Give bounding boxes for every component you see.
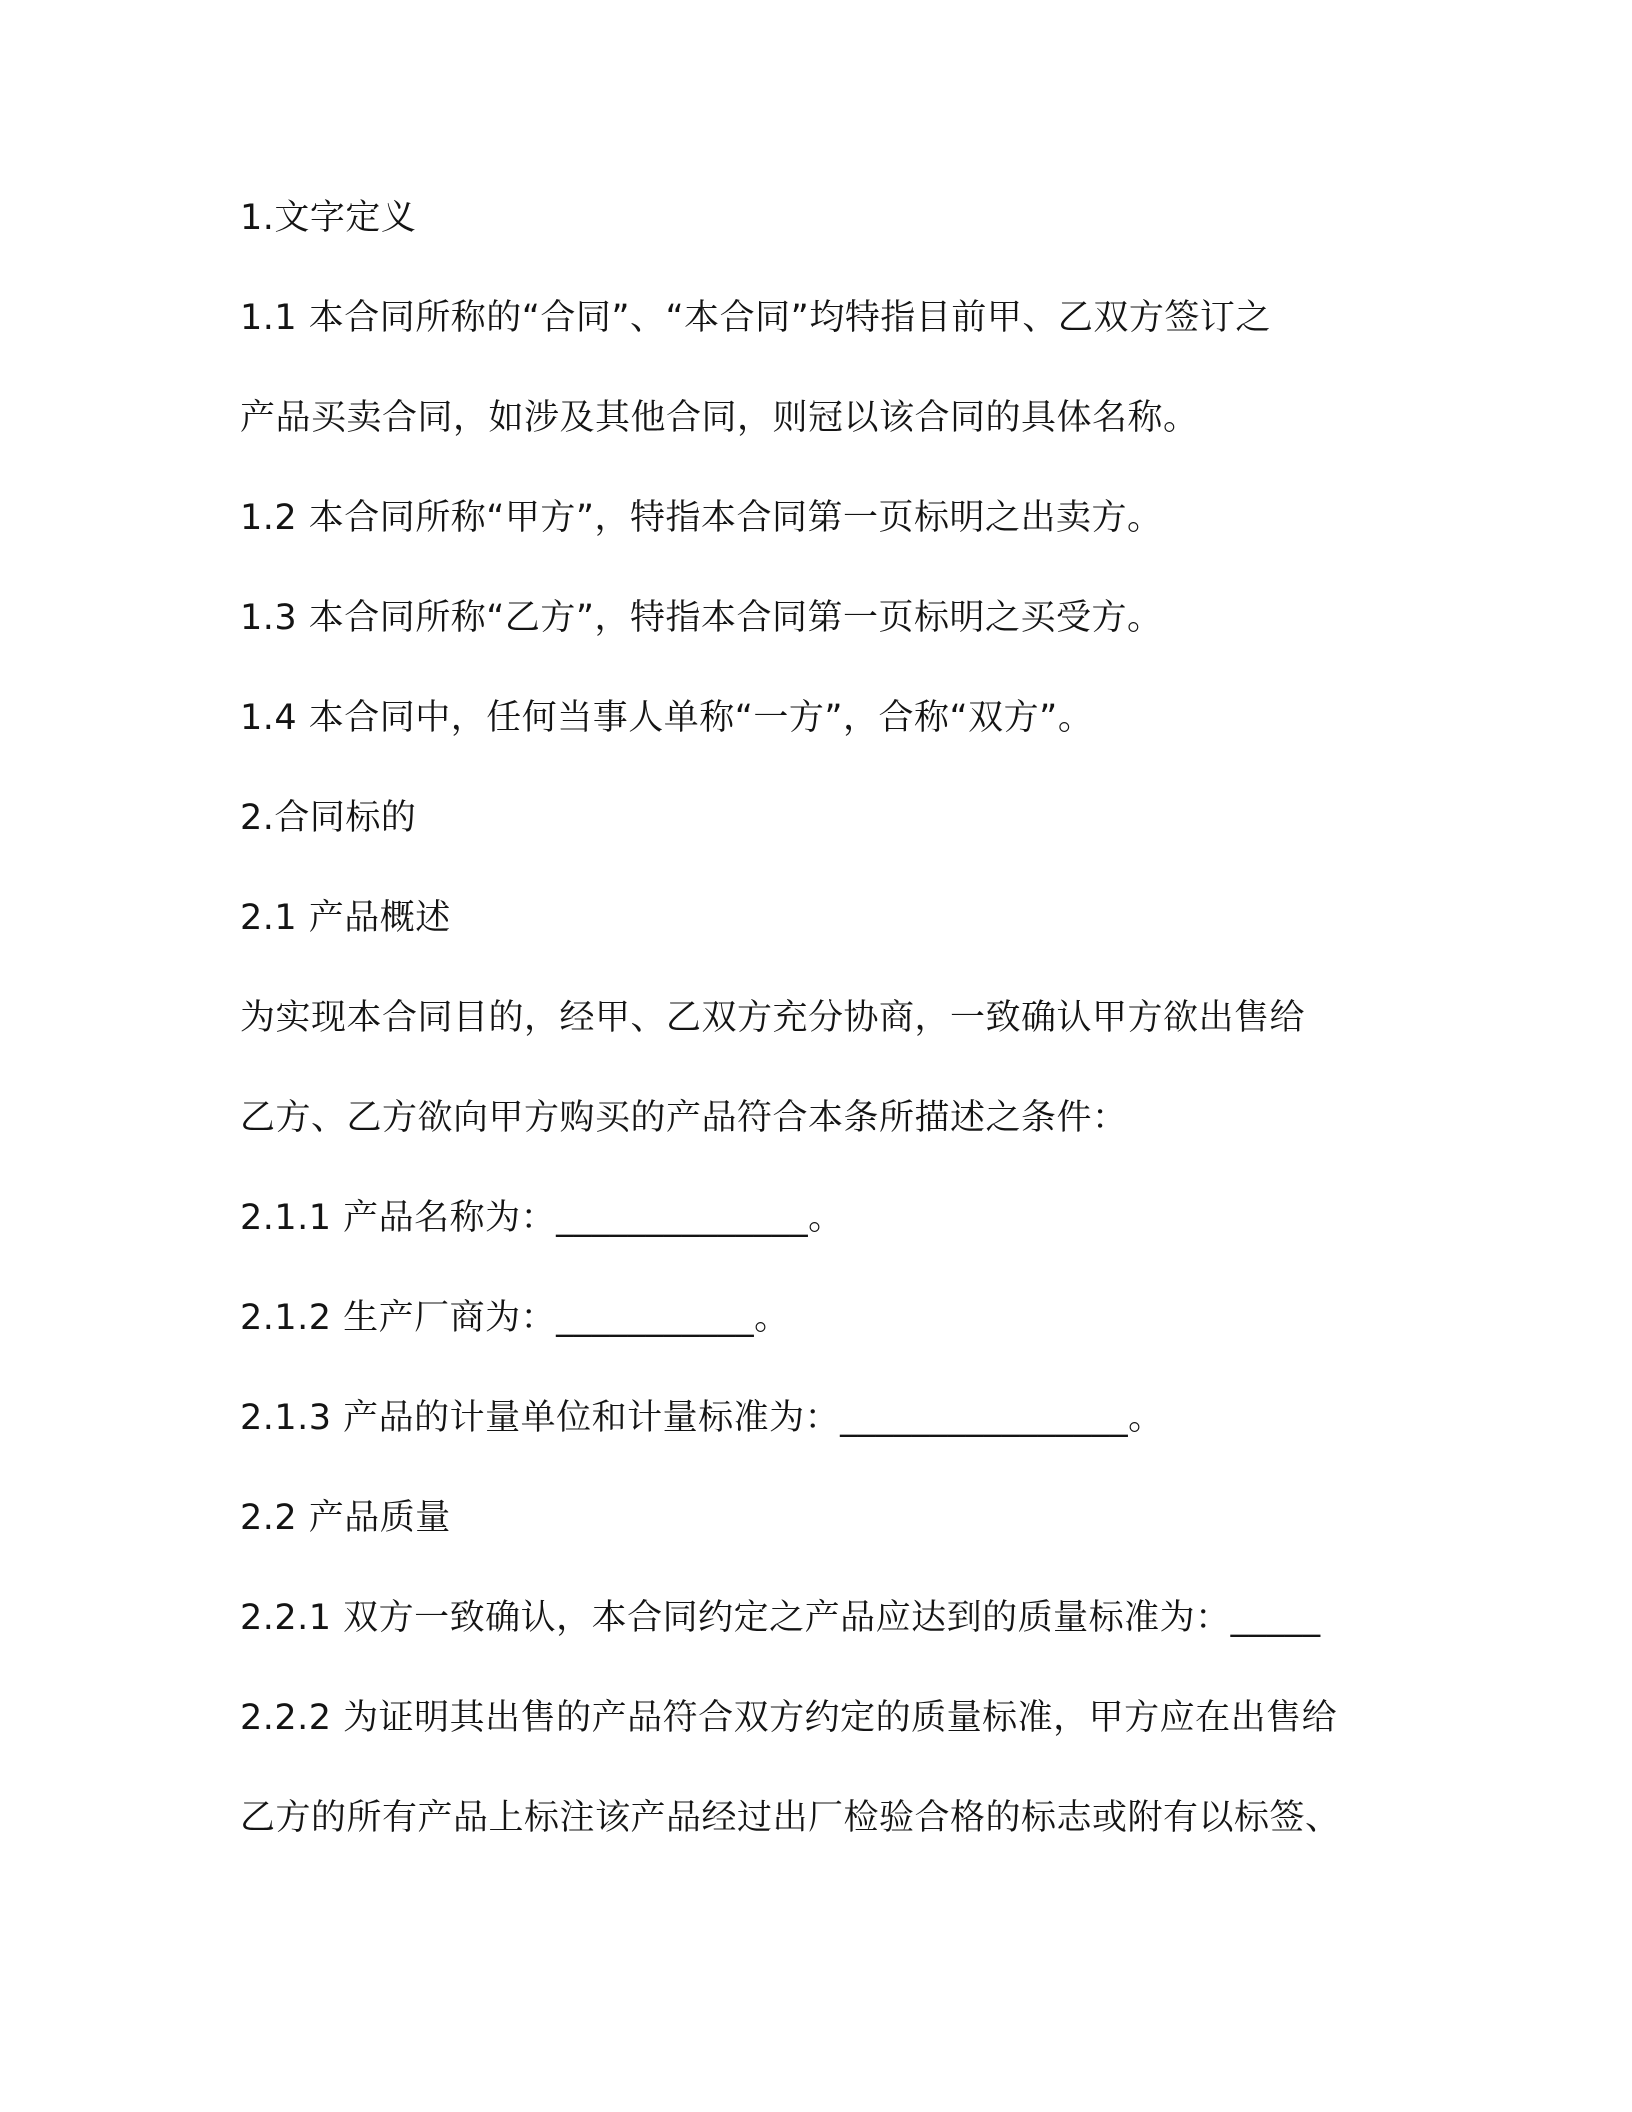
paragraph-line: 1.4 本合同中，任何当事人单称“一方”，合称“双方”。 bbox=[240, 698, 1094, 738]
subsection-heading: 2.1 产品概述 bbox=[240, 898, 451, 938]
paragraph-line: 乙方的所有产品上标注该产品经过出厂检验合格的标志或附有以标签、 bbox=[240, 1798, 1341, 1838]
paragraph-line: 乙方、乙方欲向甲方购买的产品符合本条所描述之条件： bbox=[240, 1098, 1128, 1138]
paragraph-line: 1.1 本合同所称的“合同”、“本合同”均特指目前甲、乙双方签订之 bbox=[240, 298, 1271, 338]
form-field-line: 2.1.1 产品名称为：______________。 bbox=[240, 1198, 844, 1238]
paragraph-line: 产品买卖合同，如涉及其他合同，则冠以该合同的具体名称。 bbox=[240, 398, 1199, 438]
form-field-line: 2.1.3 产品的计量单位和计量标准为：________________。 bbox=[240, 1398, 1164, 1438]
paragraph-line: 1.2 本合同所称“甲方”，特指本合同第一页标明之出卖方。 bbox=[240, 498, 1163, 538]
paragraph-line: 1.3 本合同所称“乙方”，特指本合同第一页标明之买受方。 bbox=[240, 598, 1163, 638]
form-field-line: 2.1.2 生产厂商为：___________。 bbox=[240, 1298, 790, 1338]
section-heading: 1.文字定义 bbox=[240, 198, 417, 238]
paragraph-line: 2.2.2 为证明其出售的产品符合双方约定的质量标准，甲方应在出售给 bbox=[240, 1698, 1338, 1738]
form-field-line: 2.2.1 双方一致确认，本合同约定之产品应达到的质量标准为：_____ bbox=[240, 1598, 1321, 1638]
paragraph-line: 为实现本合同目的，经甲、乙双方充分协商，一致确认甲方欲出售给 bbox=[240, 998, 1306, 1038]
section-heading: 2.合同标的 bbox=[240, 798, 417, 838]
subsection-heading: 2.2 产品质量 bbox=[240, 1498, 451, 1538]
